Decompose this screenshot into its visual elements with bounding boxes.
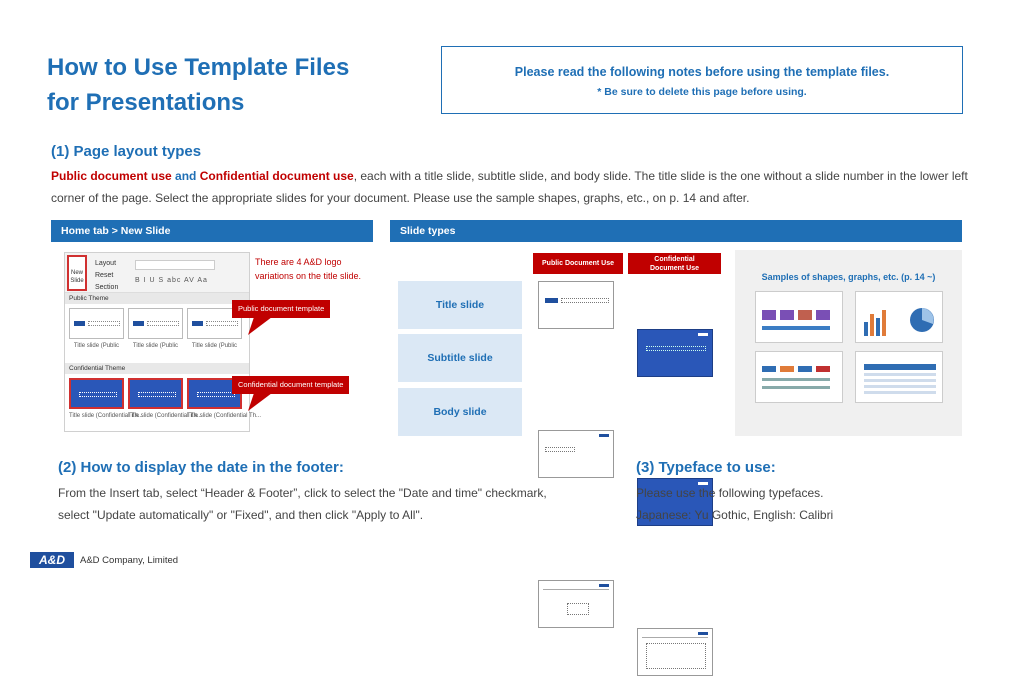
section1-rest: , each with a title slide, subtitle slide, and body slide. The title slide is the one without a slide number in the lower left corner of the page. Select the appropriate slides for your document. Please use the sample shapes, graphs, etc., on p. 14 and after. bbox=[51, 169, 968, 205]
confidential-template-callout: Confidential document template bbox=[232, 376, 349, 394]
title-slide-label: Title slide bbox=[398, 281, 522, 329]
ribbon-menu bbox=[95, 258, 118, 294]
logo-mark bbox=[698, 333, 708, 336]
confidential-callout-pointer bbox=[248, 393, 278, 411]
logo-mark bbox=[599, 434, 609, 437]
slide-types-bar: Slide types bbox=[390, 220, 962, 242]
samples-panel bbox=[735, 250, 962, 436]
body-slide-label: Body slide bbox=[398, 388, 522, 436]
shapes-preview bbox=[756, 292, 844, 344]
section2-line-2: select "Update automatically" or "Fixed", and then click "Apply to All". bbox=[58, 508, 424, 522]
public-use-text: Public document use bbox=[51, 169, 172, 183]
title-placeholder bbox=[206, 321, 238, 326]
section3-body bbox=[636, 482, 833, 526]
layout-button[interactable]: Layout bbox=[95, 260, 117, 267]
title-line-1: How to Use Template Files bbox=[47, 54, 350, 81]
public-layout-thumb[interactable] bbox=[128, 308, 183, 339]
section3-heading: (3) Typeface to use: bbox=[636, 459, 776, 476]
company-name: A&D Company, Limited bbox=[80, 555, 179, 566]
logo-note-line-1: There are 4 A&D logo bbox=[255, 257, 342, 267]
notice-line-2: * Be sure to delete this page before using. bbox=[597, 86, 807, 98]
section2-heading: (2) How to display the date in the footer: bbox=[58, 459, 344, 476]
logo-mark bbox=[133, 321, 144, 326]
public-captions bbox=[65, 343, 249, 349]
confidential-thumbs bbox=[65, 374, 249, 413]
thumb-caption: Title slide (Public bbox=[191, 343, 238, 349]
format-buttons[interactable]: B I U S abc AV Aa bbox=[135, 277, 208, 284]
divider-line bbox=[543, 589, 609, 590]
sample-thumb-graphs[interactable] bbox=[855, 291, 943, 343]
font-select[interactable] bbox=[135, 260, 215, 270]
title-placeholder bbox=[147, 321, 179, 326]
public-template-callout: Public document template bbox=[232, 300, 330, 318]
notice-line-1: Please read the following notes before using the template files. bbox=[514, 65, 890, 79]
home-tab-bar: Home tab > New Slide bbox=[51, 220, 373, 242]
public-layout-thumb[interactable] bbox=[69, 308, 124, 339]
section2-line-1: From the Insert tab, select “Header & Footer”, click to select the "Date and time" checkmark, bbox=[58, 486, 547, 500]
logo-mark bbox=[74, 321, 85, 326]
table-preview bbox=[856, 352, 944, 404]
title-line-2: for Presentations bbox=[47, 89, 245, 116]
ribbon-toolbar bbox=[65, 253, 249, 293]
reset-button[interactable]: Reset bbox=[95, 272, 114, 279]
section3-line-2: Japanese: Yu Gothic, English: Calibri bbox=[636, 508, 834, 522]
ribbon-screenshot bbox=[64, 252, 262, 432]
section-button[interactable]: Section bbox=[95, 284, 119, 291]
title-placeholder bbox=[197, 392, 235, 397]
logo-variation-note bbox=[255, 255, 361, 283]
title-placeholder bbox=[138, 392, 176, 397]
title-placeholder bbox=[88, 321, 120, 326]
page-title bbox=[47, 50, 349, 120]
confidential-use-text: Confidential document use bbox=[199, 169, 354, 183]
body-placeholder bbox=[646, 643, 706, 669]
graphs-preview bbox=[856, 292, 944, 344]
confidential-layout-thumb[interactable] bbox=[69, 378, 124, 409]
thumb-caption: Title slide (Public bbox=[132, 343, 179, 349]
public-title-slide-thumb[interactable] bbox=[538, 281, 614, 329]
public-document-tag: Public Document Use bbox=[533, 253, 623, 274]
sample-thumb-shapes[interactable] bbox=[755, 291, 843, 343]
section3-line-1: Please use the following typefaces. bbox=[636, 486, 824, 500]
body-placeholder bbox=[567, 603, 589, 615]
samples-caption: Samples of shapes, graphs, etc. (p. 14 ~) bbox=[761, 272, 936, 282]
thumb-caption: Title slide (Public bbox=[73, 343, 120, 349]
public-callout-pointer bbox=[248, 317, 278, 335]
samples-grid bbox=[735, 291, 962, 403]
diagram-preview bbox=[756, 352, 844, 404]
public-theme-label: Public Theme bbox=[65, 293, 249, 304]
public-thumbs bbox=[65, 304, 249, 343]
sample-thumb-table[interactable] bbox=[855, 351, 943, 403]
confidential-title-slide-thumb[interactable] bbox=[637, 329, 713, 377]
divider-line bbox=[642, 637, 708, 638]
logo-mark bbox=[599, 584, 609, 587]
company-logo: A&D bbox=[30, 552, 74, 568]
title-placeholder bbox=[545, 447, 575, 452]
thumb-caption: Title slide (Confidential Th... bbox=[128, 413, 203, 419]
confidential-body-slide-thumb[interactable] bbox=[637, 628, 713, 676]
logo-mark bbox=[545, 298, 558, 303]
public-body-slide-thumb[interactable] bbox=[538, 580, 614, 628]
logo-mark bbox=[192, 321, 203, 326]
confidential-captions bbox=[65, 413, 262, 419]
confidential-layout-thumb[interactable] bbox=[128, 378, 183, 409]
confidential-theme-label: Confidential Theme bbox=[65, 363, 249, 374]
new-slide-label: New Slide bbox=[70, 270, 84, 284]
and-text: and bbox=[171, 169, 200, 183]
thumb-caption: Title slide (Confidential Th... bbox=[187, 413, 262, 419]
section2-body bbox=[58, 482, 618, 526]
conf-tag-line-2: Document Use bbox=[649, 265, 699, 272]
conf-tag-line-1: Confidential bbox=[654, 256, 695, 263]
public-subtitle-slide-thumb[interactable] bbox=[538, 430, 614, 478]
thumb-caption: Title slide (Confidential Th... bbox=[69, 413, 144, 419]
title-placeholder bbox=[79, 392, 117, 397]
title-placeholder bbox=[646, 346, 706, 351]
new-slide-button[interactable] bbox=[67, 255, 87, 291]
logo-note-line-2: variations on the title slide. bbox=[255, 271, 362, 281]
section1-body bbox=[51, 165, 971, 209]
sample-thumb-diagram[interactable] bbox=[755, 351, 843, 403]
confidential-document-tag bbox=[628, 253, 721, 274]
logo-mark bbox=[698, 632, 708, 635]
notice-box bbox=[441, 46, 963, 114]
subtitle-slide-label: Subtitle slide bbox=[398, 334, 522, 382]
section1-heading: (1) Page layout types bbox=[51, 143, 202, 160]
title-placeholder bbox=[561, 298, 609, 303]
